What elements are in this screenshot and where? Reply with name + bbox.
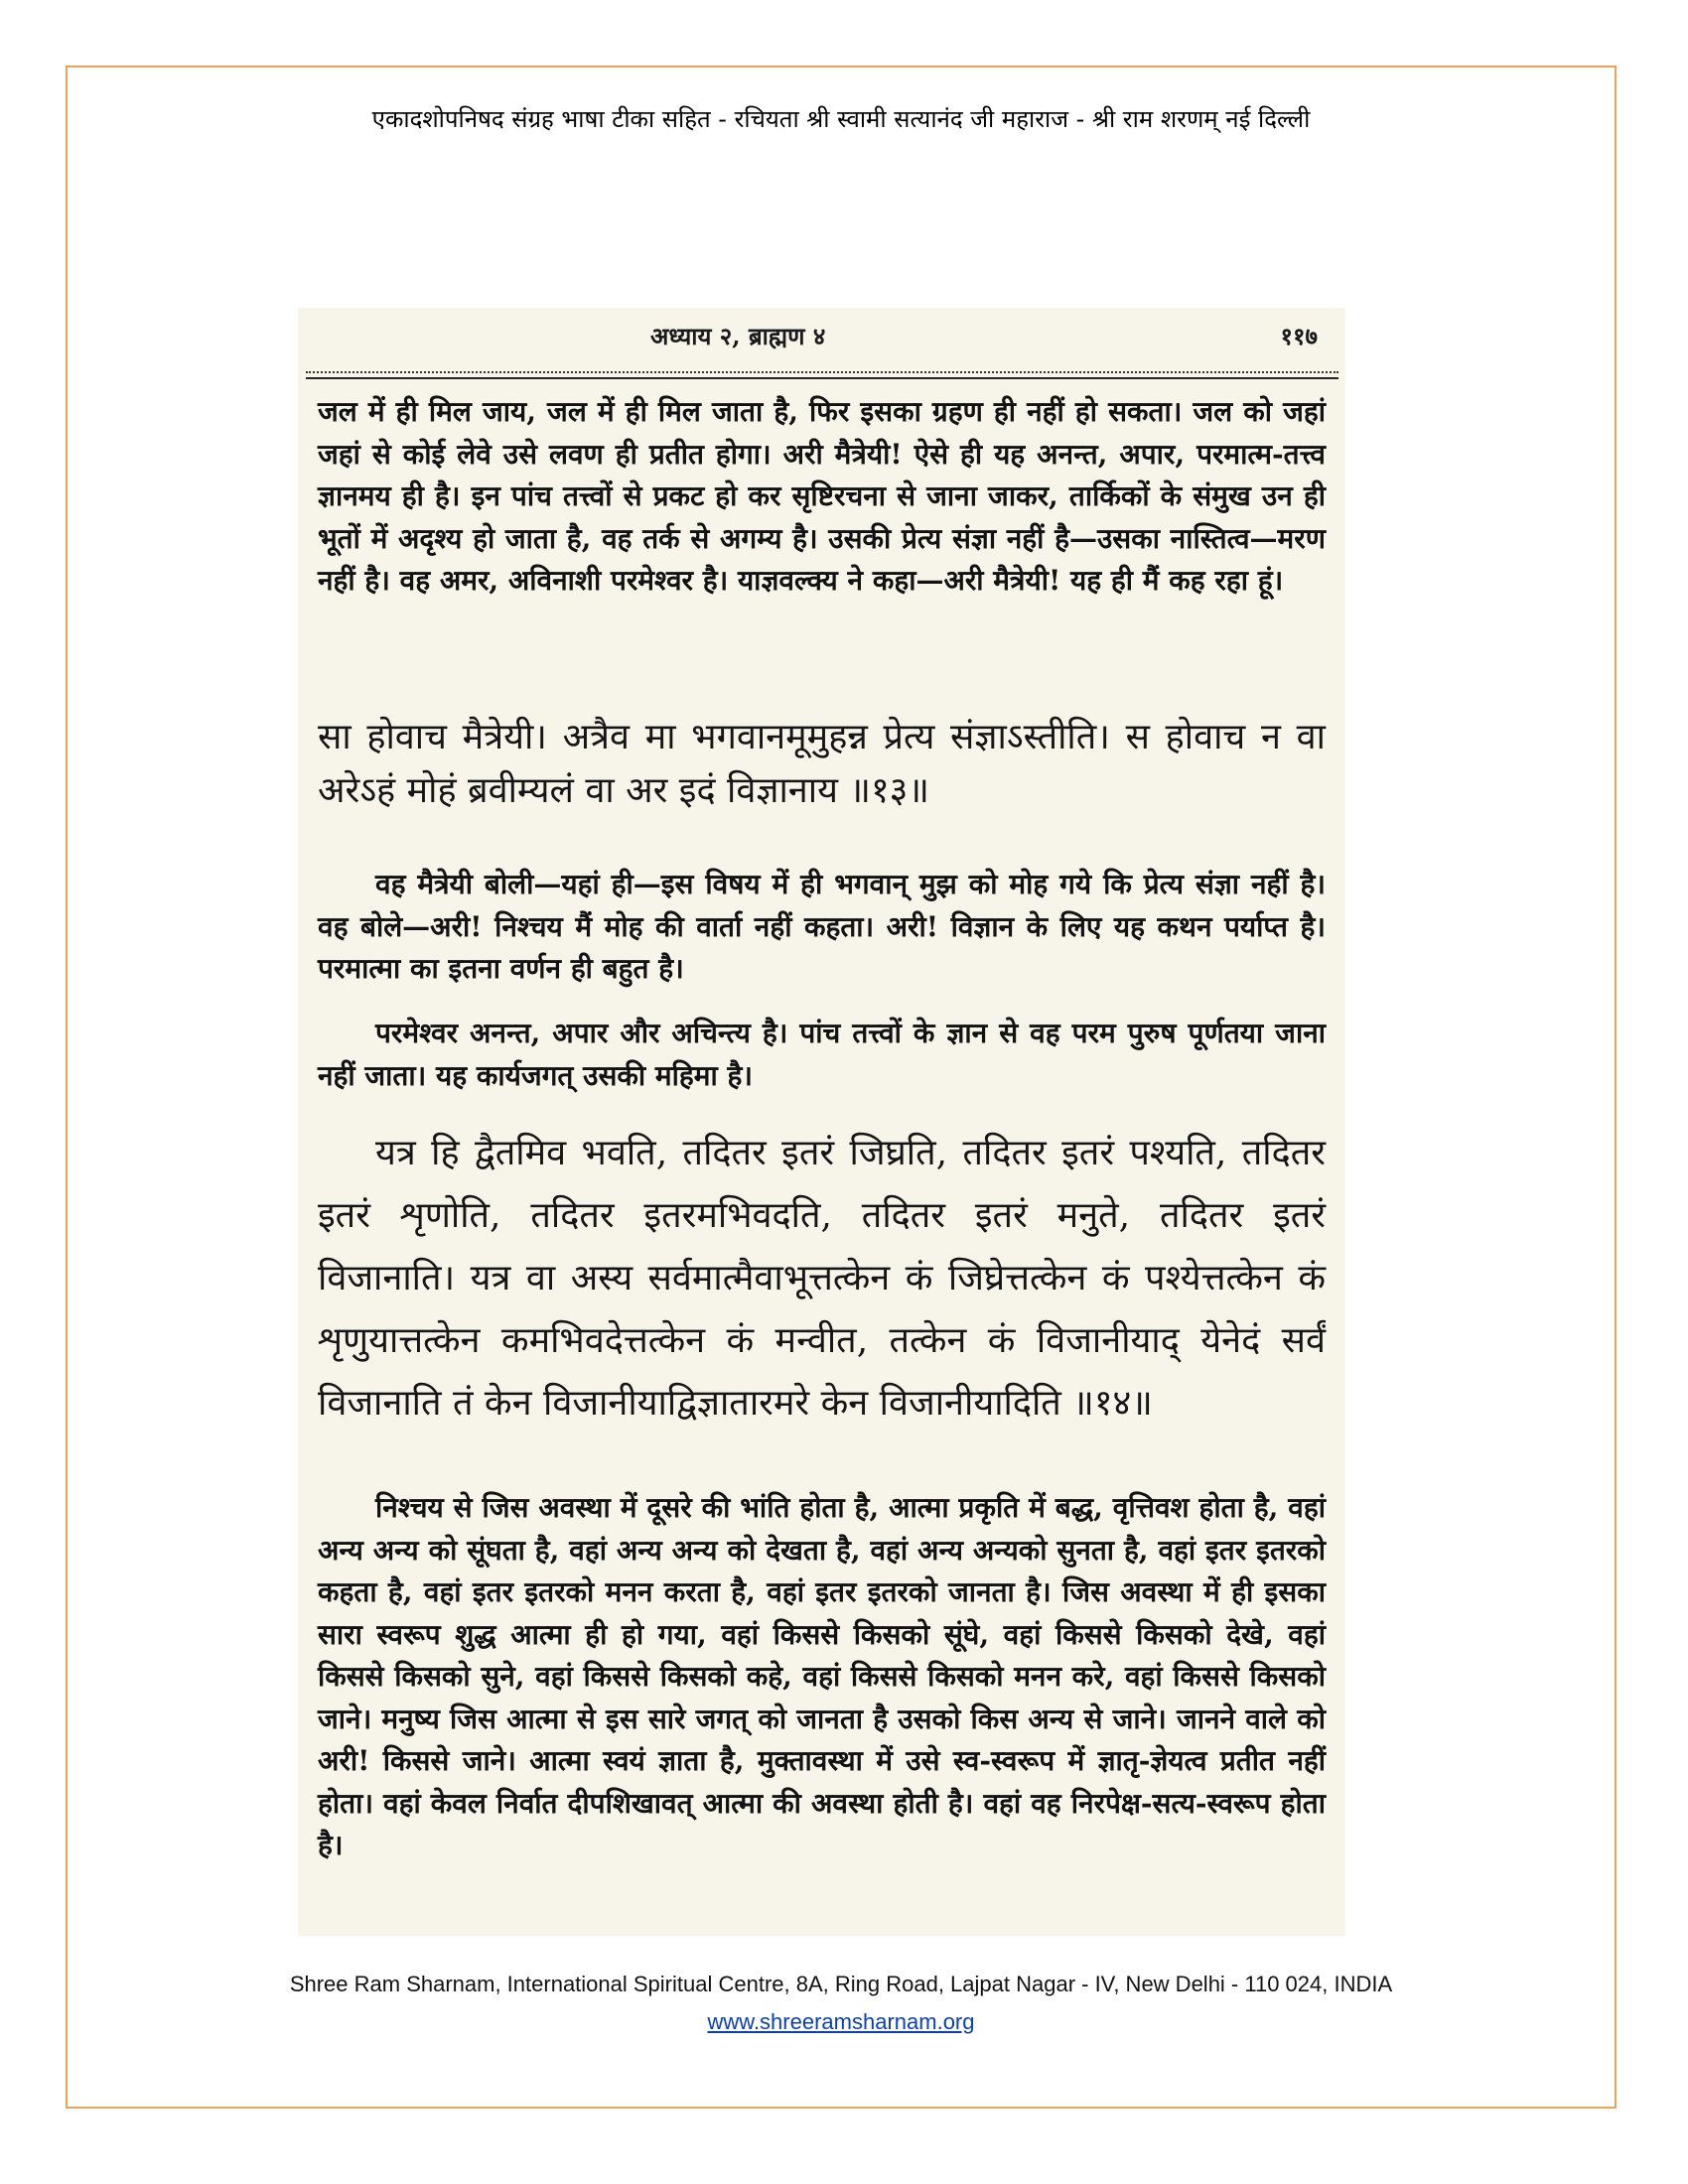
commentary-paragraph-4: निश्चय से जिस अवस्था में दूसरे की भांति होता है, आत्मा प्रकृति में बद्ध, वृत्तिवश होता है, वहां अन्य अन्य को सूंघता है, वहां अन्य अन्य को देखता है, वहां अन्य अन्यको सुनता है, वहां इतर इतरको कहता है, वहां इतर इतरको मनन करता है, वहां इतर इतरको जानता है। जिस अवस्था में ही इसका सारा स्वरूप शुद्ध आत्मा ही हो गया, वहां किससे किसको सूंघे, वहां किससे किसको देखे, वहां किससे किसको सुने, वहां किससे किसको कहे, वहां किससे किसको मनन करे, वहां किससे किसको जाने। मनुष्य जिस आत्मा से इस सारे जगत् को जानता है उसको किस अन्य से जाने। जानने वाले को अरी! किससे जाने। आत्मा स्वयं ज्ञाता है, मुक्तावस्था में उसे स्व-स्वरूप में ज्ञातृ-ज्ञेयत्व प्रतीत नहीं होता। वहां केवल निर्वात दीपशिखावत् आत्मा की अवस्था होती है। वहां वह निरपेक्ष-सत्य-स्वरूप होता है। (318, 1491, 1326, 1861)
running-head (298, 320, 1345, 355)
footer-address: Shree Ram Sharnam, International Spiritual Centre, 8A, Ring Road, Lajpat Nagar - IV, New Delhi - 110 024, INDIA (289, 1972, 1393, 1996)
commentary-paragraph-2: वह मैत्रेयी बोली—यहां ही—इस विषय में ही भगवान् मुझ को मोह गये कि प्रेत्य संज्ञा नहीं है। वह बोले—अरी! निश्चय मैं मोह की वार्ता नहीं कहता। अरी! विज्ञान के लिए यह कथन पर्याप्त है। परमात्मा का इतना वर्णन ही बहुत है। (318, 868, 1326, 985)
commentary-paragraph-1: जल में ही मिल जाय, जल में ही मिल जाता है, फिर इसका ग्रहण ही नहीं हो सकता। जल को जहां जहां से कोई लेवे उसे लवण ही प्रतीत होगा। अरी मैत्रेयी! ऐसे ही यह अनन्त, अपार, परमात्म-तत्त्व ज्ञानमय ही है। इन पांच तत्त्वों से प्रकट हो कर सृष्टिरचना से जाना जाकर, तार्किकों के संमुख उन ही भूतों में अदृश्य हो जाता है, वह तर्क से अगम्य है। उसकी प्रेत्य संज्ञा नहीं है—उसका नास्तित्व—मरण नहीं है। वह अमर, अविनाशी परमेश्वर है। याज्ञवल्क्य ने कहा—अरी मैत्रेयी! यह ही मैं कह रहा हूं। (318, 395, 1326, 597)
website-link[interactable]: www.shreeramsharnam.org (707, 2009, 975, 2034)
commentary-paragraph-3: परमेश्वर अनन्त, अपार और अचिन्त्य है। पांच तत्त्वों के ज्ञान से वह परम पुरुष पूर्णतया जाना नहीं जाता। यह कार्यजगत् उसकी महिमा है। (318, 1017, 1326, 1092)
verse-14: यत्र हि द्वैतमिव भवति, तदितर इतरं जिघ्रति, तदितर इतरं पश्यति, तदितर इतरं शृणोति, तदितर इतरमभिवदति, तदितर इतरं मनुते, तदितर इतरं विजानाति। यत्र वा अस्य सर्वमात्मैवाभूत्तत्केन कं जिघ्रेत्तत्केन कं पश्येत्तत्केन कं शृणुयात्तत्केन कमभिवदेत्तत्केन कं मन्वीत, तत्केन कं विजानीयाद् येनेदं सर्वं विजानाति तं केन विजानीयाद्विज्ञातारमरे केन विजानीयादिति ॥१४॥ (318, 1133, 1326, 1424)
verse-13: सा होवाच मैत्रेयी। अत्रैव मा भगवानमूमुहन्न प्रेत्य संज्ञाऽस्तीति। स होवाच न वा अरेऽहं मोहं ब्रवीम्यलं वा अर इदं विज्ञानाय ॥१३॥ (318, 717, 1326, 811)
document-header: एकादशोपनिषद संग्रह भाषा टीका सहित - रचियता श्री स्वामी सत्यानंद जी महाराज - श्री राम शरणम् नई दिल्ली (371, 105, 1311, 133)
header-rule (306, 371, 1338, 379)
page-number: ११७ (1280, 322, 1318, 350)
scanned-page (298, 308, 1345, 1936)
chapter-heading: अध्याय २, ब्राह्मण ४ (650, 322, 826, 350)
